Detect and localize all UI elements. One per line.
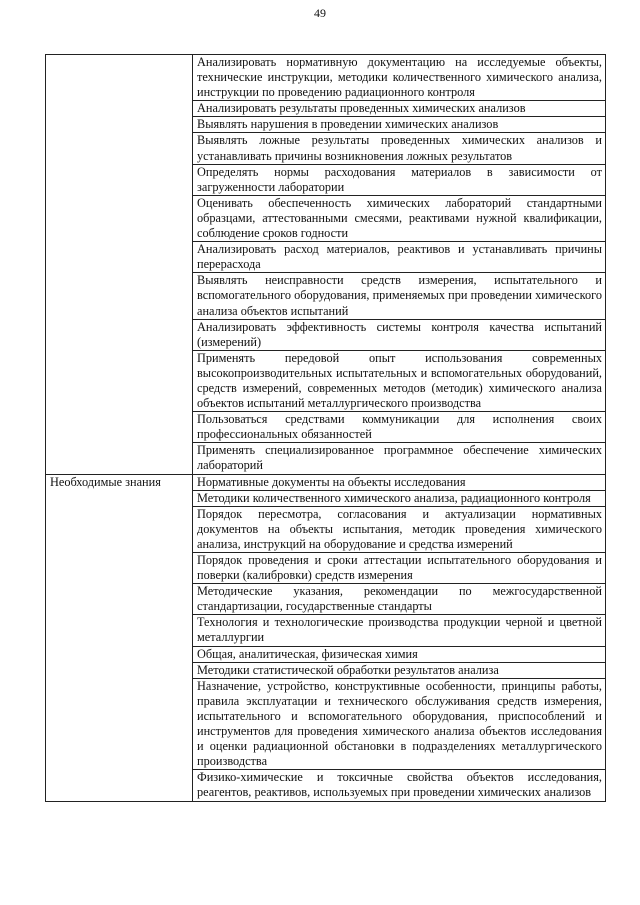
skills-label-cell	[46, 55, 193, 475]
competency-table	[45, 54, 606, 802]
skill-item: Анализировать эффективность системы контроля качества испытаний (измерений)	[193, 319, 606, 350]
skill-item: Применять передовой опыт использования современных высокопроизводительных испытательных и вспомогательных оборудований, средств измерений, современных методов (методик) химического анализа объектов испытаний металлургического производства	[193, 350, 606, 411]
knowledge-item: Нормативные документы на объекты исследования	[193, 474, 606, 490]
knowledge-item: Методики статистической обработки результатов анализа	[193, 662, 606, 678]
page-number: 49	[314, 6, 326, 20]
skill-item: Выявлять нарушения в проведении химических анализов	[193, 117, 606, 133]
skill-item: Анализировать результаты проведенных химических анализов	[193, 101, 606, 117]
table-row	[46, 55, 606, 101]
skill-item: Пользоваться средствами коммуникации для исполнения своих профессиональных обязанностей	[193, 412, 606, 443]
knowledge-item: Порядок проведения и сроки аттестации испытательного оборудования и поверки (калибровки) средств измерения	[193, 553, 606, 584]
knowledge-item: Общая, аналитическая, физическая химия	[193, 646, 606, 662]
skill-item: Анализировать нормативную документацию на исследуемые объекты, технические инструкции, методики количественного химического анализа, инструкции по проведению радиационного контроля	[193, 55, 606, 101]
skill-item: Определять нормы расходования материалов в зависимости от загруженности лаборатории	[193, 164, 606, 195]
table-row	[46, 474, 606, 490]
skill-item: Выявлять неисправности средств измерения, испытательного и вспомогательного оборудования, применяемых при проведении химического анализа объектов испытаний	[193, 273, 606, 319]
knowledge-item: Физико-химические и токсичные свойства объектов исследования, реагентов, реактивов, используемых при проведении химических анализов	[193, 770, 606, 801]
skill-item: Применять специализированное программное обеспечение химических лабораторий	[193, 443, 606, 474]
skill-item: Оценивать обеспеченность химических лабораторий стандартными образцами, аттестованными смесями, реактивами нужной квалификации, соблюдение сроков годности	[193, 195, 606, 241]
knowledge-item: Назначение, устройство, конструктивные особенности, принципы работы, правила эксплуатации и технического обслуживания средств измерения, испытательного и вспомогательного оборудования, приспособлений и инструментов для проведения химического анализа объектов исследования и оценки радиационной обстановки в подразделениях металлургического производства	[193, 678, 606, 770]
knowledge-label: Необходимые знания	[46, 474, 193, 801]
knowledge-item: Технология и технологические производства продукции черной и цветной металлургии	[193, 615, 606, 646]
knowledge-item: Порядок пересмотра, согласования и актуализации нормативных документов на объекты испытания, методик проведения химического анализа, инструкций на оборудование и средства измерений	[193, 506, 606, 552]
skill-item: Выявлять ложные результаты проведенных химических анализов и устанавливать причины возникновения ложных результатов	[193, 133, 606, 164]
skill-item: Анализировать расход материалов, реактивов и устанавливать причины перерасхода	[193, 242, 606, 273]
knowledge-item: Методики количественного химического анализа, радиационного контроля	[193, 490, 606, 506]
knowledge-item: Методические указания, рекомендации по межгосударственной стандартизации, государственные стандарты	[193, 584, 606, 615]
